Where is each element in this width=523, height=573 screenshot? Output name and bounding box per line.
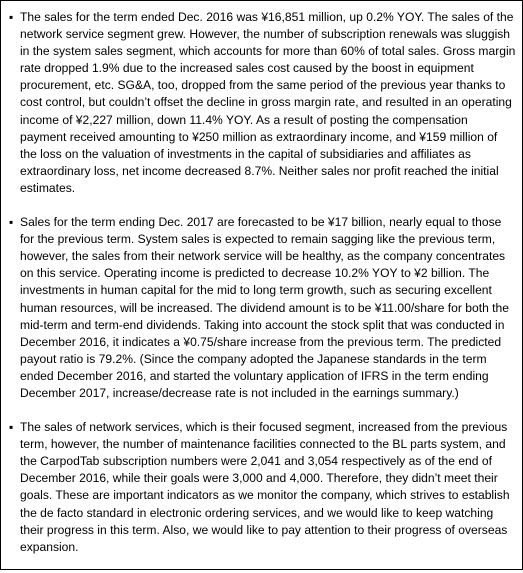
bullet-square-icon: ▪ xyxy=(9,10,14,24)
paragraph-fy2016-results xyxy=(1,9,522,197)
bullet-square-icon: ▪ xyxy=(9,420,14,435)
paragraph-fy2017-forecast xyxy=(1,214,522,402)
paragraph-text: The sales of network services, which is their focused segment, increased from the previous term, however, the number of maintenance facilities connected to the BL parts system, and the CarpodTab subscription numbers were 2,041 and 3,054 respectively as of the end of December 2016, while their goals were 3,000 and 4,000. Therefore, they didn’t meet their goals. These are important indicators as we monitor the company, which strives to establish the de facto standard in electronic ordering services, and we would like to keep watching their progress in this term. Also, we would like to pay attention to their progress of overseas expansion. xyxy=(20,420,510,554)
bullet-square-icon: ▪ xyxy=(9,215,14,230)
paragraph-text: The sales for the term ended Dec. 2016 was ¥16,851 million, up 0.2% YOY. The sales of the network service segment grew. However, the number of subscription renewals was sluggish in the system sales segment, which accounts for more than 60% of total sales. Gross margin rate dropped 1.9% due to the increased sales cost caused by the boost in equipment procurement, etc. SG&A, too, dropped from the same period of the previous year thanks to cost control, but couldn’t offset the decline in gross margin rate, and resulted in an operating income of ¥2,227 million, down 11.4% YOY. As a result of posting the compensation payment received amounting to ¥250 million as extraordinary income, and ¥159 million of the loss on the valuation of investments in the capital of subsidiaries and affiliates as extraordinary loss, net income decreased 8.7%. Neither sales nor profit reached the initial estimates. xyxy=(20,10,516,195)
paragraph-network-services xyxy=(1,419,522,556)
paragraph-text: Sales for the term ending Dec. 2017 are forecasted to be ¥17 billion, nearly equal to those for the previous term. System sales is expected to remain sagging like the previous term, however, the sales from their network service will be healthy, as the company concentrates on this service. Operating income is predicted to decrease 10.2% YOY to ¥2 billion. The investments in human capital for the mid to long term growth, such as securing excellent human resources, will be increased. The dividend amount is to be ¥11.00/share for both the mid-term and term-end dividends. Taking into account the stock split that was conducted in December 2016, it indicates a ¥0.75/share increase from the previous term. The predicted payout ratio is 79.2%. (Since the company adopted the Japanese standards in the term ended December 2016, and started the voluntary application of IFRS in the term ending December 2017, increase/decrease rate is not included in the earnings summary.) xyxy=(20,215,509,400)
commentary-bullet-list xyxy=(1,9,522,573)
